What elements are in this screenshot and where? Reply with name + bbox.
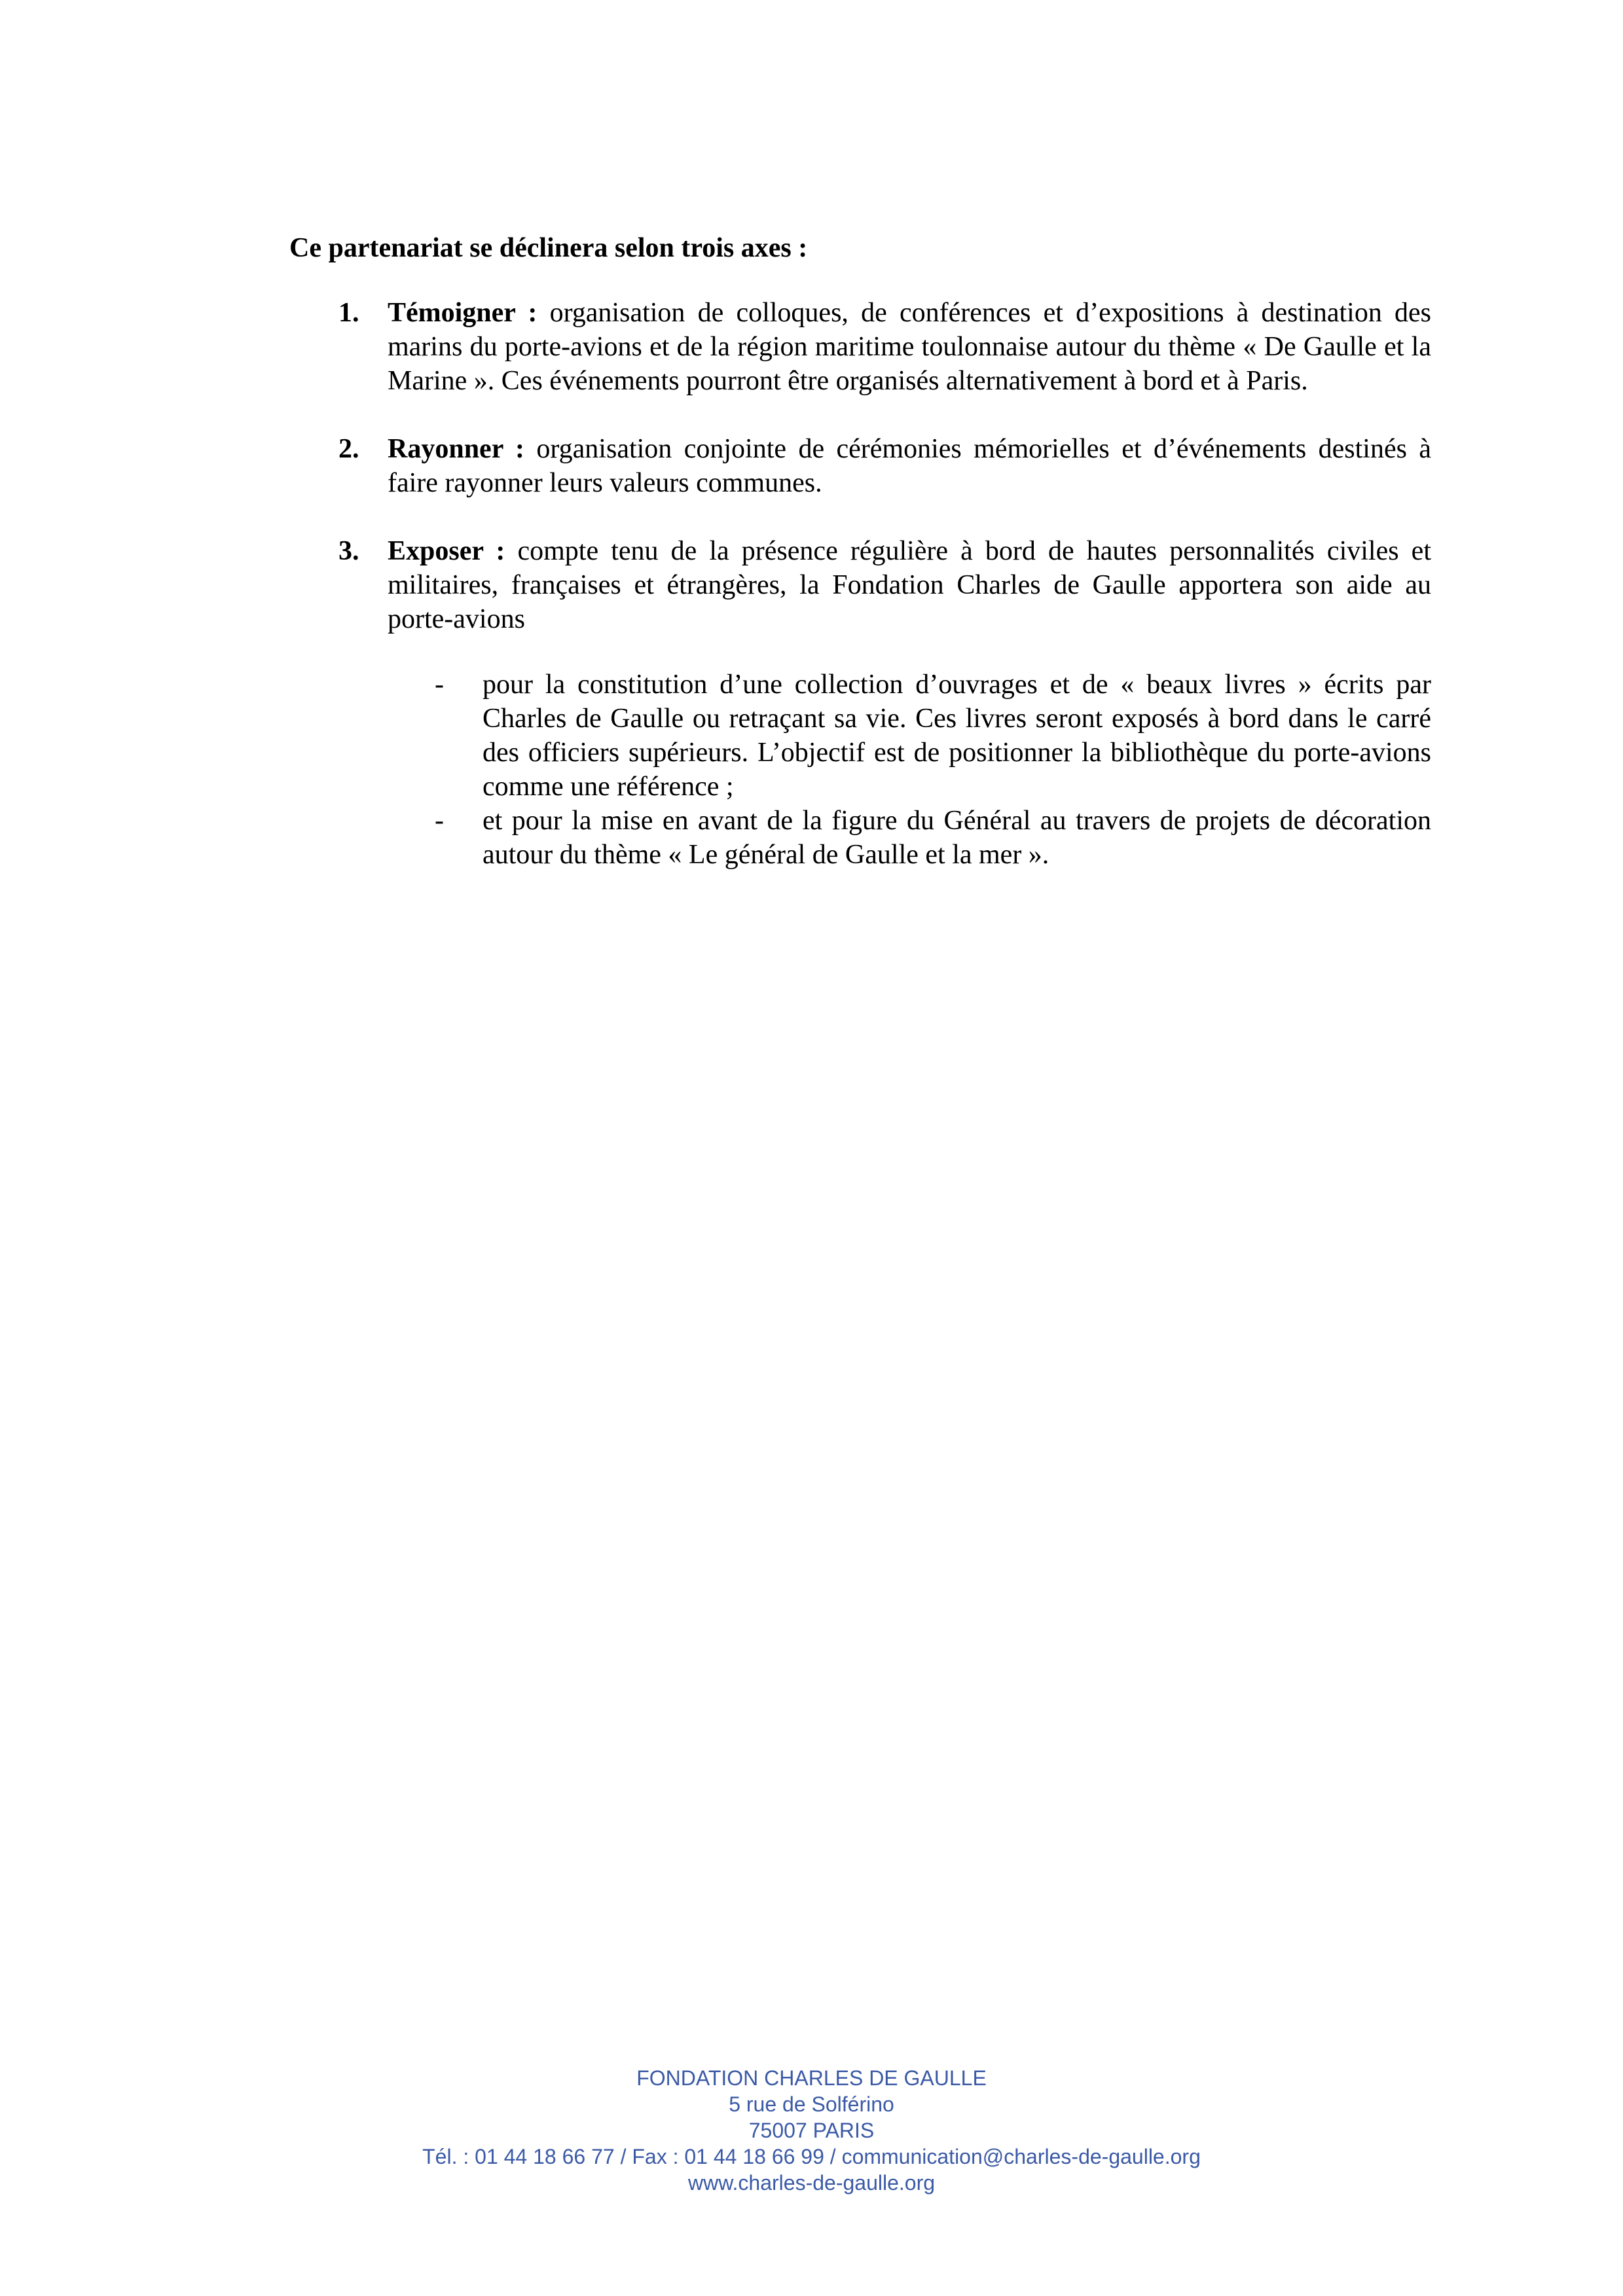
axis-item-exposer	[289, 534, 1431, 872]
item-text: compte tenu de la présence régulière à bord de hautes personnalités civiles et militaires, françaises et étrangères, la Fondation Charles de Gaulle apportera son aide au porte-avions	[388, 536, 1431, 634]
sub-list-item	[388, 804, 1431, 872]
item-number: 1.	[338, 298, 359, 328]
section-heading: Ce partenariat se déclinera selon trois axes :	[289, 233, 808, 263]
page-footer	[0, 2065, 1623, 2196]
footer-organization: FONDATION CHARLES DE GAULLE	[636, 2066, 987, 2090]
item-term: Exposer :	[388, 536, 505, 566]
footer-website: www.charles-de-gaulle.org	[687, 2171, 936, 2195]
axis-item-rayonner	[289, 432, 1431, 500]
item-number: 2.	[338, 434, 359, 464]
dash-marker: -	[435, 806, 444, 836]
item-term: Rayonner :	[388, 434, 524, 464]
axis-item-temoigner	[289, 296, 1431, 398]
item-text: organisation de colloques, de conférences et d’expositions à destination des marins du porte-avions et de la région maritime toulonnaise autour du thème « De Gaulle et la Marine ». Ces événements pourront être organisés alternativement à bord et à Paris.	[388, 298, 1431, 396]
sub-item-text: pour la constitution d’une collection d’ouvrages et de « beaux livres » écrits par Charles de Gaulle ou retraçant sa vie. Ces livres seront exposés à bord dans le carré des officiers supérieurs. L’objectif est de positionner la bibliothèque du porte-avions comme une référence ;	[483, 670, 1431, 802]
sub-item-text: et pour la mise en avant de la figure du Général au travers de projets de décoration autour du thème « Le général de Gaulle et la mer ».	[483, 806, 1431, 870]
dash-marker: -	[435, 670, 444, 700]
footer-contact: Tél. : 01 44 18 66 77 / Fax : 01 44 18 66 99 / communication@charles-de-gaulle.org	[422, 2145, 1201, 2168]
sub-list	[388, 668, 1431, 872]
footer-address: 5 rue de Solférino	[729, 2092, 894, 2116]
item-text: organisation conjointe de cérémonies mémorielles et d’événements destinés à faire rayonner leurs valeurs communes.	[388, 434, 1431, 498]
item-number: 3.	[338, 536, 359, 566]
sub-list-item	[388, 668, 1431, 804]
footer-city: 75007 PARIS	[748, 2119, 875, 2142]
item-term: Témoigner :	[388, 298, 538, 328]
axes-list	[289, 296, 1431, 906]
